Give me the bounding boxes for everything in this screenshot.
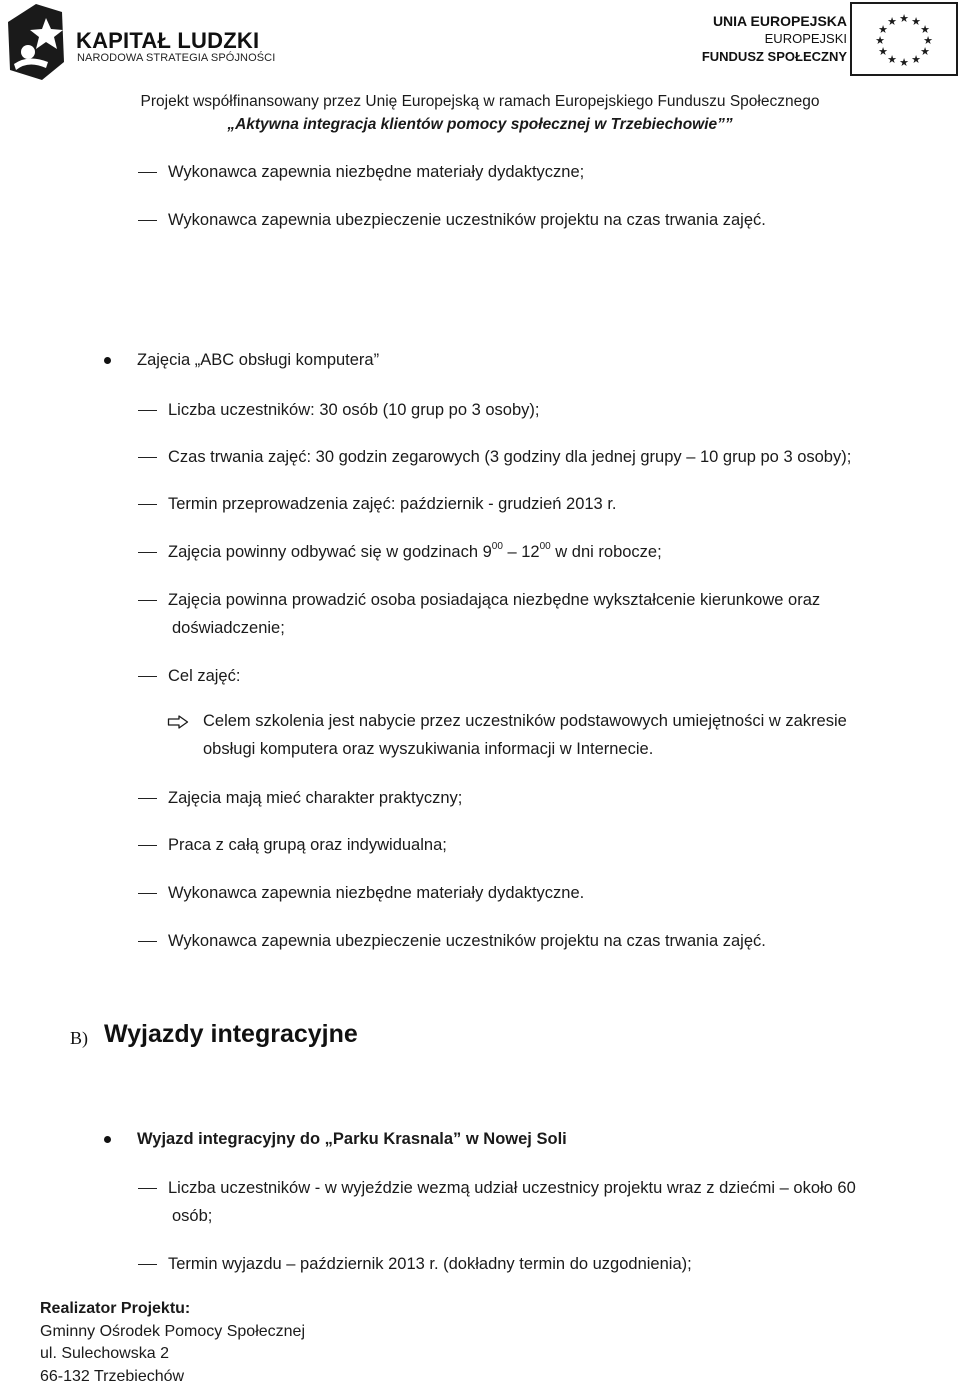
svg-text:★: ★ [887,53,897,66]
list-item: Zajęcia mają mieć charakter praktyczny; [168,786,462,810]
eu-text-block [702,12,847,66]
dash-marker [138,457,157,458]
dash-marker [138,941,157,942]
list-item: Liczba uczestników: 30 osób (10 grup po 3 osoby); [168,398,539,422]
eu-flag-icon [850,2,958,76]
dash-marker [138,172,157,173]
svg-text:★: ★ [920,45,930,58]
dash-marker [138,845,157,846]
svg-text:★: ★ [875,34,885,47]
kapital-ludzki-logo [6,2,66,82]
kapital-ludzki-title: KAPITAŁ LUDZKI [76,28,259,54]
section-letter: B) [70,1028,88,1049]
svg-text:★: ★ [911,15,921,28]
trip-title: Wyjazd integracyjny do „Parku Krasnala” w Nowej Soli [137,1127,567,1151]
dash-marker [138,1264,157,1265]
project-title: „Aktywna integracja klientów pomocy społecznej w Trzebiechowie”” [0,116,960,134]
list-item: Wykonawca zapewnia niezbędne materiały dydaktyczne; [168,160,584,184]
hours-suffix: w dni robocze; [551,543,662,561]
footer-label: Realizator Projektu: [40,1298,305,1321]
footer-city: 66-132 Trzebiechów [40,1366,305,1388]
list-item-continuation: doświadczenie; [172,616,285,640]
dash-marker [138,552,157,553]
bullet-icon [104,1136,111,1143]
ue-line-1: UNIA EUROPEJSKA [702,12,847,30]
list-item: Czas trwania zajęć: 30 godzin zegarowych (3 godziny dla jednej grupy – 10 grup po 3 osoby); [168,445,851,469]
goal-text-line-1: Celem szkolenia jest nabycie przez uczestników podstawowych umiejętności w zakresie [203,709,847,733]
list-item-hours [168,540,662,564]
dash-marker [138,220,157,221]
dash-marker [138,410,157,411]
svg-text:★: ★ [878,45,888,58]
project-cofinanced-line: Projekt współfinansowany przez Unię Europejską w ramach Europejskiego Funduszu Społecznego [0,93,960,111]
arrow-right-icon [167,715,189,729]
dash-marker [138,893,157,894]
list-item: Wykonawca zapewnia ubezpieczenie uczestników projektu na czas trwania zajęć. [168,929,766,953]
list-item: Liczba uczestników - w wyjeździe wezmą udział uczestnicy projektu wraz z dziećmi – około 60 [168,1176,856,1200]
svg-text:★: ★ [923,34,933,47]
list-item: Termin przeprowadzenia zajęć: październik - grudzień 2013 r. [168,492,616,516]
dash-marker [138,504,157,505]
footer-org: Gminny Ośrodek Pomocy Społecznej [40,1321,305,1344]
kapital-ludzki-subtitle: NARODOWA STRATEGIA SPÓJNOŚCI [77,52,275,64]
hours-prefix: Zajęcia powinny odbywać się w godzinach 9 [168,543,492,561]
section-title: Wyjazdy integracyjne [104,1020,358,1049]
list-item: Praca z całą grupą oraz indywidualna; [168,833,447,857]
dash-marker [138,676,157,677]
list-item: Zajęcia powinna prowadzić osoba posiadająca niezbędne wykształcenie kierunkowe oraz [168,588,820,612]
list-item: Termin wyjazdu – październik 2013 r. (dokładny termin do uzgodnienia); [168,1252,692,1276]
hours-sup-1: 00 [492,541,503,552]
list-item: Wykonawca zapewnia niezbędne materiały dydaktyczne. [168,881,584,905]
dash-marker [138,600,157,601]
svg-text:★: ★ [878,23,888,36]
hours-mid: – 12 [503,543,540,561]
svg-text:★: ★ [899,12,909,25]
list-item: Wykonawca zapewnia ubezpieczenie uczestników projektu na czas trwania zajęć. [168,208,766,232]
footer [40,1298,305,1388]
ue-line-2: EUROPEJSKI [702,30,847,48]
abc-section-title: Zajęcia „ABC obsługi komputera” [137,348,379,372]
dash-marker [138,1188,157,1189]
goal-label: Cel zajęć: [168,664,240,688]
dash-marker [138,798,157,799]
svg-text:★: ★ [911,53,921,66]
ue-line-3: FUNDUSZ SPOŁECZNY [702,48,847,66]
goal-text-line-2: obsługi komputera oraz wyszukiwania informacji w Internecie. [203,737,653,761]
list-item-continuation: osób; [172,1204,212,1228]
footer-street: ul. Sulechowska 2 [40,1343,305,1366]
svg-text:★: ★ [899,56,909,69]
svg-text:★: ★ [920,23,930,36]
svg-text:★: ★ [887,15,897,28]
bullet-icon [104,357,111,364]
hours-sup-2: 00 [540,541,551,552]
